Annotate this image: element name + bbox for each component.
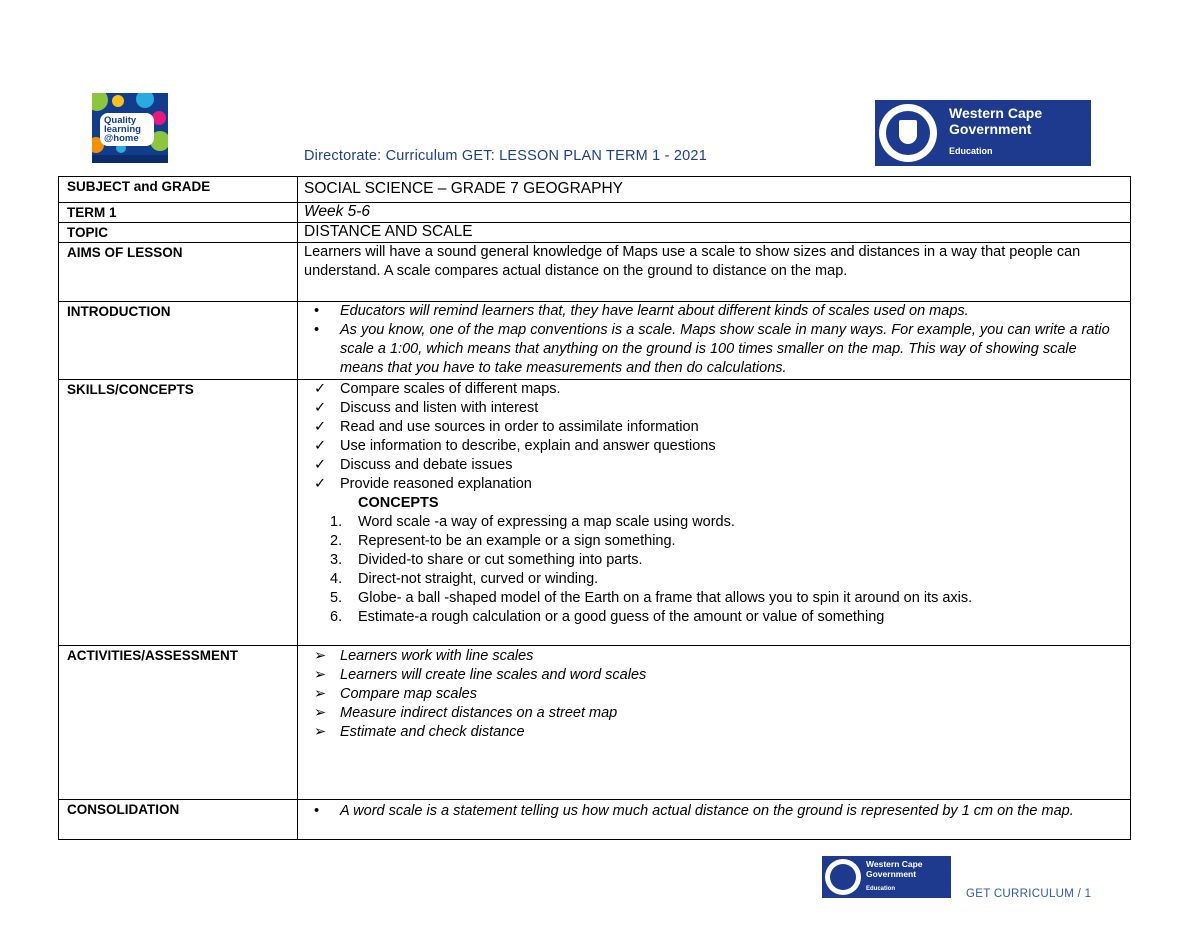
introduction-label: INTRODUCTION <box>59 302 298 380</box>
list-item: 1. Word scale -a way of expressing a map scale using words. <box>330 514 735 530</box>
logo-title-line2: Government <box>949 121 1032 137</box>
checkmark-icon: ✓ <box>314 381 327 397</box>
western-cape-government-logo <box>875 100 1091 166</box>
bullet-icon: • <box>314 303 320 319</box>
topic-value: DISTANCE AND SCALE <box>298 223 1131 243</box>
topic-label: TOPIC <box>59 223 298 243</box>
subject-value: SOCIAL SCIENCE – GRADE 7 GEOGRAPHY <box>298 177 1131 203</box>
list-item: • Educators will remind learners that, they have learnt about different kinds of scales used on maps. <box>314 303 969 319</box>
bullet-icon: • <box>314 322 320 338</box>
list-item: ➢ Measure indirect distances on a street map <box>314 705 618 721</box>
page-footer-text: GET CURRICULUM / 1 <box>966 888 1092 900</box>
checkmark-icon: ✓ <box>314 457 327 473</box>
list-item: ✓ Provide reasoned explanation <box>314 476 532 492</box>
table-row <box>59 302 1131 380</box>
quality-learning-logo <box>92 93 168 163</box>
list-item: 2. Represent-to be an example or a sign something. <box>330 533 676 549</box>
arrow-bullet-icon: ➢ <box>314 667 327 683</box>
term-label: TERM 1 <box>59 203 298 223</box>
list-item: ✓ Compare scales of different maps. <box>314 381 561 397</box>
quality-learning-logo-text: Quality learning @home <box>100 113 154 146</box>
skills-cell <box>298 380 1131 646</box>
list-item: 5. Globe- a ball -shaped model of the Earth on a frame that allows you to spin it around on its axis. <box>330 590 973 606</box>
checkmark-icon: ✓ <box>314 419 327 435</box>
subject-label: SUBJECT and GRADE <box>59 177 298 203</box>
table-row <box>59 646 1131 800</box>
arrow-bullet-icon: ➢ <box>314 724 327 740</box>
list-item: ➢ Estimate and check distance <box>314 724 525 740</box>
introduction-cell <box>298 302 1131 380</box>
table-row <box>59 243 1131 302</box>
arrow-bullet-icon: ➢ <box>314 686 327 702</box>
crest-icon <box>830 864 856 890</box>
list-item: 6. Estimate-a rough calculation or a good guess of the amount or value of something <box>330 609 885 625</box>
concepts-heading: CONCEPTS <box>358 495 439 511</box>
crest-icon <box>899 120 917 144</box>
table-row <box>59 223 1131 243</box>
checkmark-icon: ✓ <box>314 476 327 492</box>
bullet-icon: • <box>314 803 320 819</box>
list-item: 3. Divided-to share or cut something into parts. <box>330 552 643 568</box>
list-item: ➢ Compare map scales <box>314 686 477 702</box>
list-item: ✓ Read and use sources in order to assimilate information <box>314 419 699 435</box>
lesson-plan-table <box>58 176 1131 840</box>
arrow-bullet-icon: ➢ <box>314 705 327 721</box>
footer-western-cape-logo: Western Cape Government Education <box>822 856 951 898</box>
logo-subtitle: Education <box>949 146 993 156</box>
table-row <box>59 177 1131 203</box>
directorate-title: Directorate: Curriculum GET: LESSON PLAN TERM 1 - 2021 <box>304 148 707 164</box>
table-row <box>59 800 1131 840</box>
consolidation-label: CONSOLIDATION <box>59 800 298 840</box>
activities-cell <box>298 646 1131 800</box>
list-item: ✓ Discuss and debate issues <box>314 457 513 473</box>
list-item: ✓ Use information to describe, explain and answer questions <box>314 438 716 454</box>
checkmark-icon: ✓ <box>314 438 327 454</box>
list-item: • A word scale is a statement telling us how much actual distance on the ground is represented by 1 cm on the map. <box>314 803 1074 819</box>
arrow-bullet-icon: ➢ <box>314 648 327 664</box>
term-value: Week 5-6 <box>298 203 1131 223</box>
list-item: 4. Direct-not straight, curved or winding. <box>330 571 599 587</box>
list-item: ➢ Learners will create line scales and word scales <box>314 667 647 683</box>
list-item: ✓ Discuss and listen with interest <box>314 400 539 416</box>
consolidation-cell <box>298 800 1131 840</box>
table-row <box>59 380 1131 646</box>
list-item: ➢ Learners work with line scales <box>314 648 534 664</box>
aims-value: Learners will have a sound general knowledge of Maps use a scale to show sizes and distances in a way that people can understand. A scale compares actual distance on the ground to distance on the map. <box>298 243 1131 302</box>
skills-label: SKILLS/CONCEPTS <box>59 380 298 646</box>
logo-title-line1: Western Cape <box>949 105 1043 121</box>
table-row <box>59 203 1131 223</box>
checkmark-icon: ✓ <box>314 400 327 416</box>
list-item: • As you know, one of the map conventions is a scale. Maps show scale in many ways. For example, you can write a ratio scale a 1:00, which means that anything on the ground is 100 times smaller on the map. This way of showing scale means that you have to take measurements and then do calculations. <box>314 322 1110 376</box>
activities-label: ACTIVITIES/ASSESSMENT <box>59 646 298 800</box>
aims-label: AIMS OF LESSON <box>59 243 298 302</box>
